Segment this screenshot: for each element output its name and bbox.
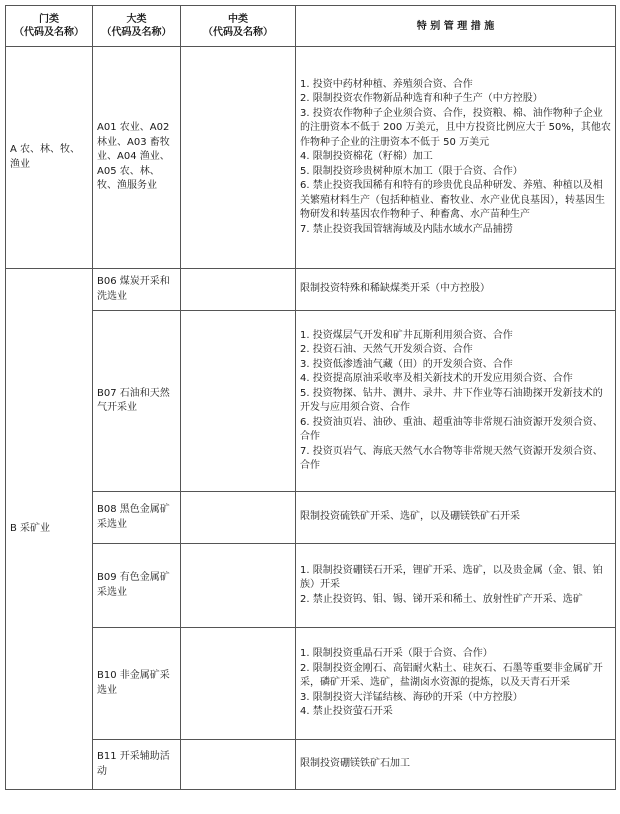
- measure-item: 2. 投资石油、天然气开发须合资、合作: [300, 344, 473, 355]
- header-measures-title: 特 别 管 理 措 施: [416, 20, 495, 32]
- measure-item: 4. 限制投资棉花（籽棉）加工: [300, 151, 433, 163]
- measure-item: 4. 投资提高原油采收率及相关新技术的开发应用须合资、合作: [300, 373, 573, 384]
- mid-cell: [181, 492, 296, 544]
- header-door: [6, 6, 93, 47]
- measure-item: 2. 禁止投资钨、钼、锡、锑开采和稀土、放射性矿产开采、选矿: [300, 593, 583, 605]
- table-row: [6, 269, 616, 311]
- measures-cell: [296, 269, 616, 311]
- measure-item: 限制投资硫铁矿开采、选矿，以及硼镁铁矿石开采: [300, 511, 520, 523]
- measure-item: 3. 投资农作物种子企业须合资、合作，投资粮、棉、油作物种子企业的注册资本不低于 200 万美元，且中方投资比例应大于 50%，其他农作物种子企业的注册资本不低于 50 万美元: [300, 107, 611, 148]
- measure-item: 限制投资特殊和稀缺煤类开采（中方控股）: [300, 283, 490, 295]
- header-mid-sub: （代码及名称）: [203, 27, 273, 38]
- measure-item: 4. 禁止投资萤石开采: [300, 706, 393, 718]
- mid-cell: [181, 544, 296, 628]
- table-row: [6, 740, 616, 790]
- big-cell: B09 有色金属矿采选业: [93, 544, 181, 628]
- measure-item: 5. 投资物探、钻井、测井、录井、井下作业等石油勘探开发新技术的开发与应用须合资、合作: [300, 387, 603, 413]
- measures-cell: [296, 628, 616, 740]
- measure-item: 3. 限制投资大洋锰结核、海砂的开采（中方控股）: [300, 691, 523, 703]
- measure-item: 1. 投资中药材种植、养殖须合资、合作: [300, 78, 473, 90]
- mid-cell: [181, 311, 296, 492]
- header-measures: [296, 6, 616, 47]
- measure-item: 限制投资硼镁铁矿石加工: [300, 758, 410, 770]
- header-mid-title: 中类: [228, 14, 248, 25]
- table-row: [6, 544, 616, 628]
- measure-item: 1. 限制投资硼镁石开采，锂矿开采、选矿，以及贵金属（金、银、铂族）开采: [300, 564, 603, 591]
- table-row: [6, 311, 616, 492]
- header-mid: [181, 6, 296, 47]
- header-door-title: 门类: [39, 14, 59, 25]
- special-measures-table: [5, 5, 616, 790]
- mid-cell: [181, 47, 296, 269]
- door-cell: A 农、林、牧、渔业: [6, 47, 93, 269]
- measure-item: 3. 投资低渗透油气藏（田）的开发须合资、合作: [300, 358, 513, 370]
- measures-cell: [296, 311, 616, 492]
- measures-cell: [296, 544, 616, 628]
- measure-item: 2. 限制投资农作物新品种选育和种子生产（中方控股）: [300, 93, 543, 105]
- door-cell: B 采矿业: [6, 269, 93, 790]
- measure-item: 7. 禁止投资我国管辖海域及内陆水域水产品捕捞: [300, 223, 513, 235]
- measure-item: 1. 限制投资重晶石开采（限于合资、合作）: [300, 648, 493, 660]
- measure-item: 7. 投资页岩气、海底天然气水合物等非常规天然气资源开发须合资、合作: [300, 445, 603, 471]
- big-cell: A01 农业、A02 林业、A03 畜牧业、A04 渔业、A05 农、林、牧、渔服务业: [93, 47, 181, 269]
- big-cell: B08 黑色金属矿采选业: [93, 492, 181, 544]
- measure-item: 6. 禁止投资我国稀有和特有的珍贵优良品种研发、养殖、种植以及相关繁殖材料生产（包括种植业、畜牧业、水产业优良基因），转基因生物研发和转基因农作物种子、种畜禽、水产苗种生产: [300, 180, 605, 221]
- measures-cell: [296, 492, 616, 544]
- header-row: [6, 6, 616, 47]
- big-cell: B06 煤炭开采和洗选业: [93, 269, 181, 311]
- table-row: [6, 492, 616, 544]
- header-big: [93, 6, 181, 47]
- mid-cell: [181, 740, 296, 790]
- mid-cell: [181, 269, 296, 311]
- big-cell: B10 非金属矿采选业: [93, 628, 181, 740]
- big-cell: B11 开采辅助活动: [93, 740, 181, 790]
- table-row: [6, 47, 616, 269]
- measures-cell: [296, 47, 616, 269]
- big-cell: B07 石油和天然气开采业: [93, 311, 181, 492]
- measure-item: 2. 限制投资金刚石、高铝耐火粘土、硅灰石、石墨等重要非金属矿开采，磷矿开采、选矿，盐湖卤水资源的提炼，以及天青石开采: [300, 662, 603, 689]
- header-big-title: 大类: [126, 14, 147, 25]
- measures-cell: [296, 740, 616, 790]
- header-big-sub: （代码及名称）: [101, 27, 172, 38]
- mid-cell: [181, 628, 296, 740]
- measure-item: 6. 投资油页岩、油砂、重油、超重油等非常规石油资源开发须合资、合作: [300, 416, 603, 442]
- table-row: [6, 628, 616, 740]
- measure-item: 1. 投资煤层气开发和矿井瓦斯利用须合资、合作: [300, 329, 513, 341]
- header-door-sub: （代码及名称）: [14, 27, 84, 38]
- measure-item: 5. 限制投资珍贵树种原木加工（限于合资、合作）: [300, 165, 523, 177]
